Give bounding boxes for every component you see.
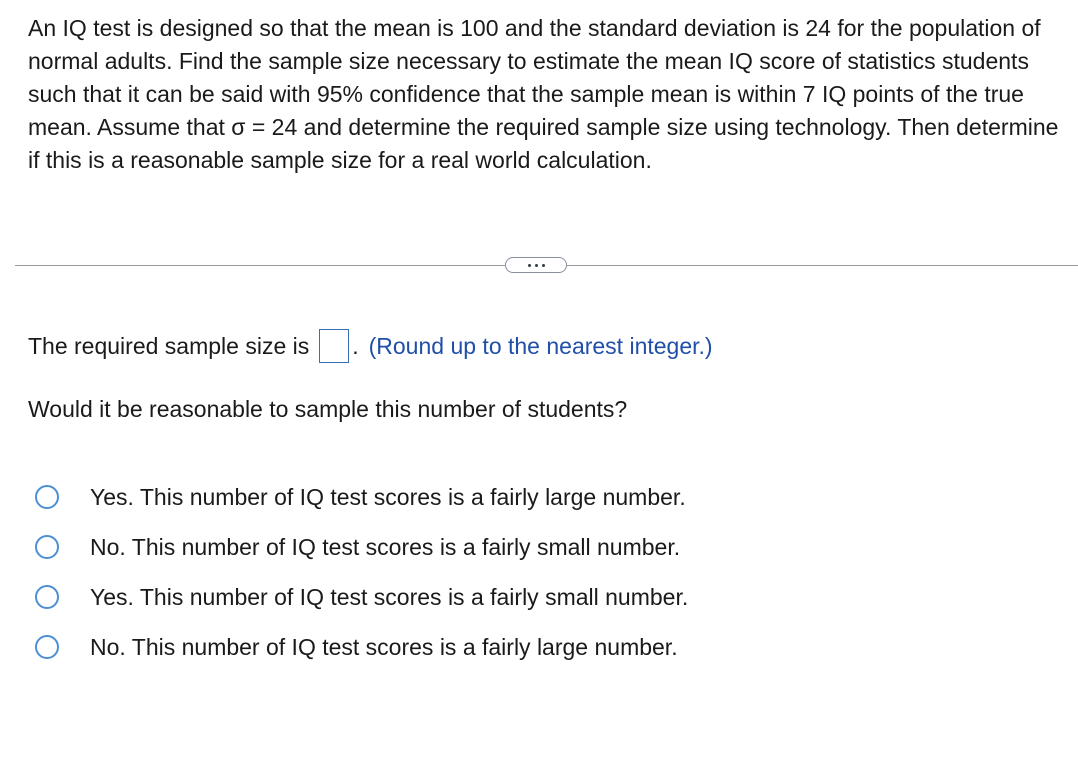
option-item[interactable]: [35, 522, 688, 572]
answer-line: [28, 329, 713, 363]
expand-more-button[interactable]: [505, 257, 567, 273]
ellipsis-icon: [528, 264, 531, 267]
sub-question-text: Would it be reasonable to sample this number of students?: [28, 396, 628, 422]
answer-suffix: .: [352, 332, 359, 359]
option-label: No. This number of IQ test scores is a fairly small number.: [90, 533, 681, 560]
option-item[interactable]: [35, 622, 688, 672]
option-label: Yes. This number of IQ test scores is a fairly small number.: [90, 583, 689, 610]
option-label: No. This number of IQ test scores is a fairly large number.: [90, 633, 678, 660]
ellipsis-icon: [542, 264, 545, 267]
option-item[interactable]: [35, 572, 688, 622]
option-item[interactable]: [35, 472, 688, 522]
radio-button[interactable]: [35, 485, 59, 509]
sample-size-input[interactable]: [319, 329, 349, 363]
option-label: Yes. This number of IQ test scores is a fairly large number.: [90, 483, 686, 510]
radio-button[interactable]: [35, 635, 59, 659]
question-text: An IQ test is designed so that the mean is 100 and the standard deviation is 24 for the population of normal adults. Find the sample size necessary to estimate the mean IQ score of statistics students such that it can be said with 95% confidence that the sample mean is within 7 IQ points of the true mean. Assume that σ = 24 and determine the required sample size using technology. Then determine if this is a reasonable sample size for a real world calculation.: [28, 15, 1059, 173]
answer-prefix: The required sample size is: [28, 332, 310, 359]
ellipsis-icon: [535, 264, 538, 267]
radio-button[interactable]: [35, 535, 59, 559]
answer-options: [35, 472, 688, 672]
rounding-hint: (Round up to the nearest integer.): [368, 332, 713, 359]
radio-button[interactable]: [35, 585, 59, 609]
